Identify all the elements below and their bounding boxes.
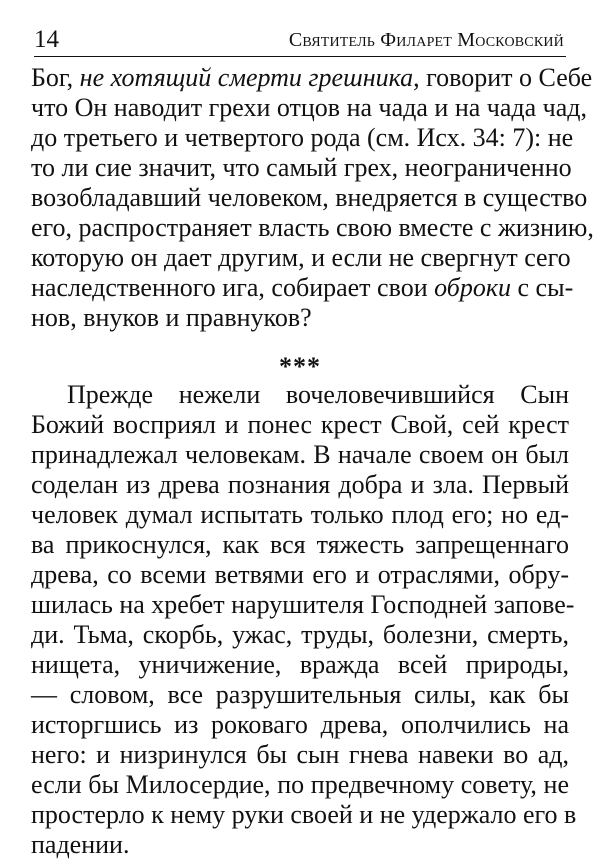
page-number: 14 <box>34 26 59 53</box>
text-line: если бы Милосердие, по предвечному совету, не <box>31 770 569 799</box>
text-line: соделан из древа познания добра и зла. Первый <box>31 470 569 499</box>
text-line <box>31 63 593 93</box>
running-title: Святитель Филарет Московский <box>288 29 564 51</box>
text-line <box>31 273 574 303</box>
text-segment: с сы- <box>511 273 574 302</box>
text-line: человек думал испытать только плод его; но ед- <box>31 500 569 529</box>
text-line: падении. <box>31 830 130 859</box>
text-line: нищета, уничижение, вражда всей природы, <box>31 650 569 679</box>
text-line: возобладавший человеком, внедряется в существо <box>31 183 588 212</box>
text-line: ва прикоснулся, как вся тяжесть запрещеннаго <box>31 530 569 559</box>
text-line: Прежде нежели вочеловечившийся Сын <box>67 380 569 409</box>
text-line: ди. Тьма, скорбь, ужас, труды, болезни, смерть, <box>31 620 569 649</box>
text-line: исторгшись из роковаго древа, ополчились на <box>31 710 569 739</box>
text-line: принадлежал человекам. В начале своем он был <box>31 440 569 469</box>
section-separator: *** <box>279 352 321 381</box>
text-line: древа, со всеми ветвями его и отраслями, обру- <box>31 560 569 589</box>
italic-word: оброки <box>434 273 512 302</box>
text-segment: Бог, <box>31 63 80 92</box>
text-line: что Он наводит грехи отцов на чада и на чада чад, <box>31 93 588 122</box>
text-line: которую он дает другим, и если не свергнут сего <box>31 243 571 272</box>
text-line: Божий восприял и понес крест Свой, сей крест <box>31 410 569 439</box>
italic-quote: не хотящий смерти грешника <box>79 63 414 92</box>
text-segment: , говорит о Себе <box>413 63 593 92</box>
text-line: нов, внуков и правнуков? <box>31 303 312 332</box>
text-line: его, распространяет власть свою вместе с жизнию, <box>31 213 594 242</box>
text-segment: наследственного ига, собирает свои <box>31 273 435 302</box>
page-header <box>34 26 566 57</box>
text-line: шилась на хребет нарушителя Господней запове- <box>31 590 575 619</box>
text-line: него: и низринулся бы сын гнева навеки во ад, <box>31 740 569 769</box>
paragraph-2 <box>31 380 577 860</box>
text-line: простерло к нему руки своей и не удержало его в <box>31 800 577 829</box>
paragraph-1 <box>31 63 594 333</box>
text-line: то ли сие значит, что самый грех, неограниченно <box>31 153 572 182</box>
text-line: до третьего и четвертого рода (см. Исх. 34: 7): не <box>31 123 574 152</box>
text-line: — словом, все разрушительныя силы, как бы <box>31 680 569 709</box>
